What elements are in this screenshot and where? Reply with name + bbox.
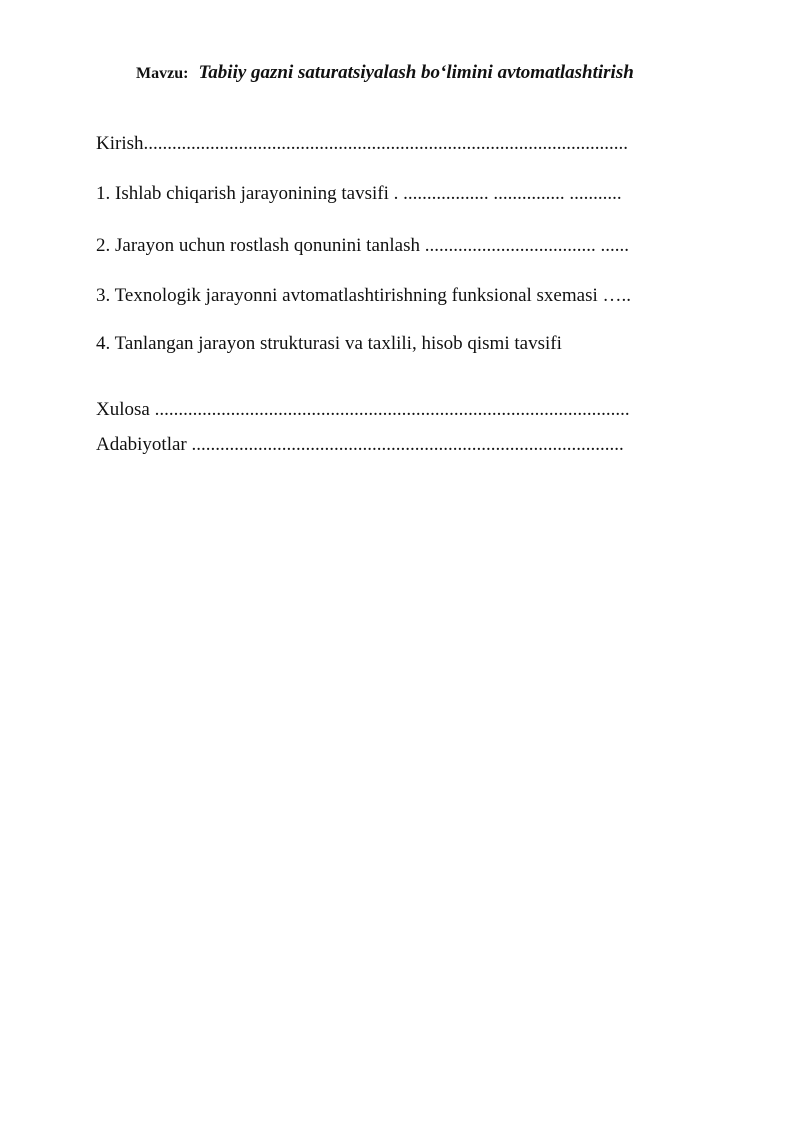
title-label: Mavzu: (136, 65, 189, 82)
toc-entry-4: 4. Tanlangan jarayon strukturasi va taxlili, hisob qismi tavsifi (96, 333, 562, 354)
document-title (136, 60, 634, 87)
toc-entry-conclusion: Xulosa .................................................................................................... (96, 399, 630, 420)
toc-entry-2: 2. Jarayon uchun rostlash qonunini tanlash .................................... ...... (96, 235, 630, 256)
title-text: Tabiiy gazni saturatsiyalash bo‘limini avtomatlashtirish (198, 62, 634, 83)
toc-entry-3: 3. Texnologik jarayonni avtomatlashtirishning funksional sxemasi ….. (96, 285, 631, 306)
toc-entry-references: Adabiyotlar ........................................................................................... (96, 434, 624, 455)
toc-entry-1: 1. Ishlab chiqarish jarayonining tavsifi . .................. ............... ........... (96, 183, 622, 204)
toc-entry-introduction: Kirish...................................................................................................... (96, 133, 628, 154)
